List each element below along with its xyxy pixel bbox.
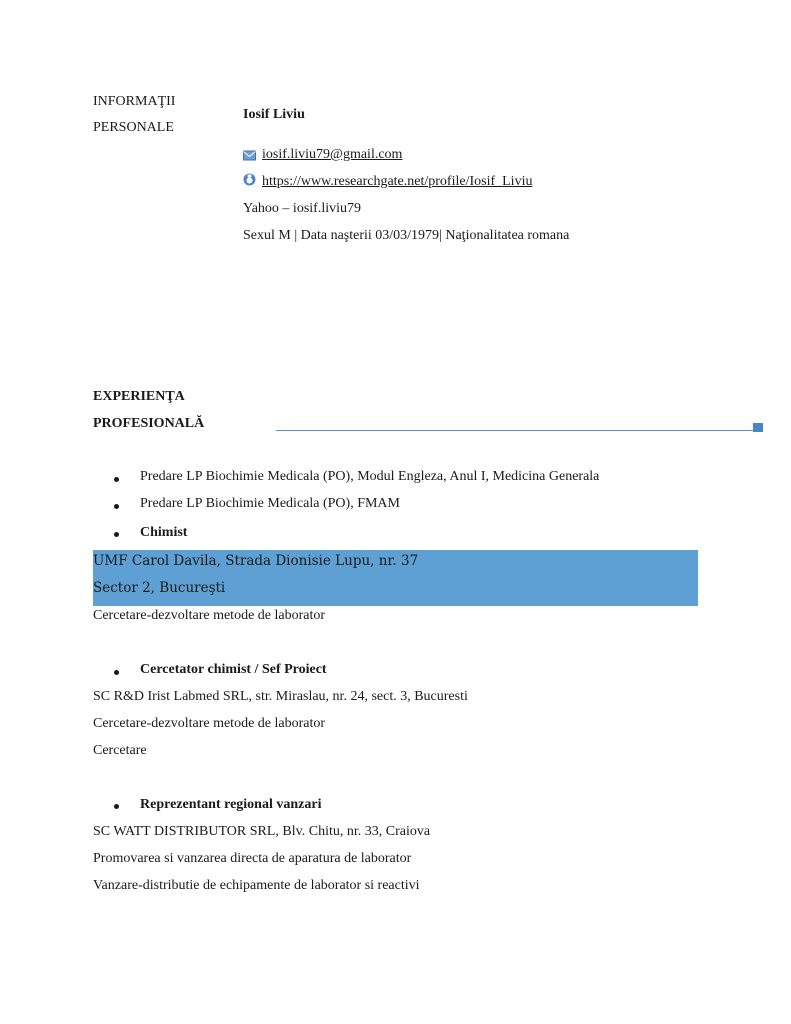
- job-line: Promovarea si vanzarea directa de aparatura de laborator: [93, 851, 412, 866]
- list-item: Predare LP Biochimie Medicala (PO), FMAM: [140, 496, 400, 511]
- personal-details: Sexul M | Data naşterii 03/03/1979| Naţionalitatea romana: [243, 228, 570, 243]
- bullet-dot: [114, 670, 119, 675]
- personal-heading-line2: PERSONALE: [93, 120, 174, 135]
- yahoo-contact: Yahoo – iosif.liviu79: [243, 201, 361, 216]
- bullet-dot: [114, 504, 119, 509]
- job-line: SC R&D Irist Labmed SRL, str. Miraslau, nr. 24, sect. 3, Bucuresti: [93, 689, 468, 704]
- bullet-dot: [114, 532, 119, 537]
- job-title: Chimist: [140, 525, 188, 540]
- envelope-icon: [243, 150, 256, 161]
- job-line: Cercetare-dezvoltare metode de laborator: [93, 716, 326, 731]
- list-item: Predare LP Biochimie Medicala (PO), Modul Engleza, Anul I, Medicina Generala: [140, 469, 600, 484]
- bullet-dot: [114, 477, 119, 482]
- bullet-dot: [114, 804, 119, 809]
- job-line: Cercetare-dezvoltare metode de laborator: [93, 608, 326, 623]
- divider-end-marker: [753, 423, 763, 432]
- job-title: Cercetator chimist / Sef Proiect: [140, 662, 327, 677]
- experience-heading-line1: EXPERIENŢA: [93, 389, 185, 404]
- email-link[interactable]: iosif.liviu79@gmail.com: [262, 147, 403, 162]
- job-title: Reprezentant regional vanzari: [140, 797, 322, 812]
- person-name: Iosif Liviu: [243, 107, 305, 122]
- job-line: Sector 2, Bucureşti: [93, 580, 226, 596]
- section-divider: [276, 430, 754, 431]
- personal-heading-line1: INFORMAŢII: [93, 94, 176, 109]
- job-line: SC WATT DISTRIBUTOR SRL, Blv. Chitu, nr. 33, Craiova: [93, 824, 431, 839]
- researchgate-icon: [243, 173, 256, 186]
- job-line: UMF Carol Davila, Strada Dionisie Lupu, nr. 37: [93, 553, 419, 569]
- job-line: Cercetare: [93, 743, 147, 758]
- job-line: Vanzare-distributie de echipamente de laborator si reactivi: [93, 878, 420, 893]
- experience-heading-line2: PROFESIONALĂ: [93, 416, 205, 431]
- profile-link[interactable]: https://www.researchgate.net/profile/Iosif_Liviu: [262, 174, 533, 189]
